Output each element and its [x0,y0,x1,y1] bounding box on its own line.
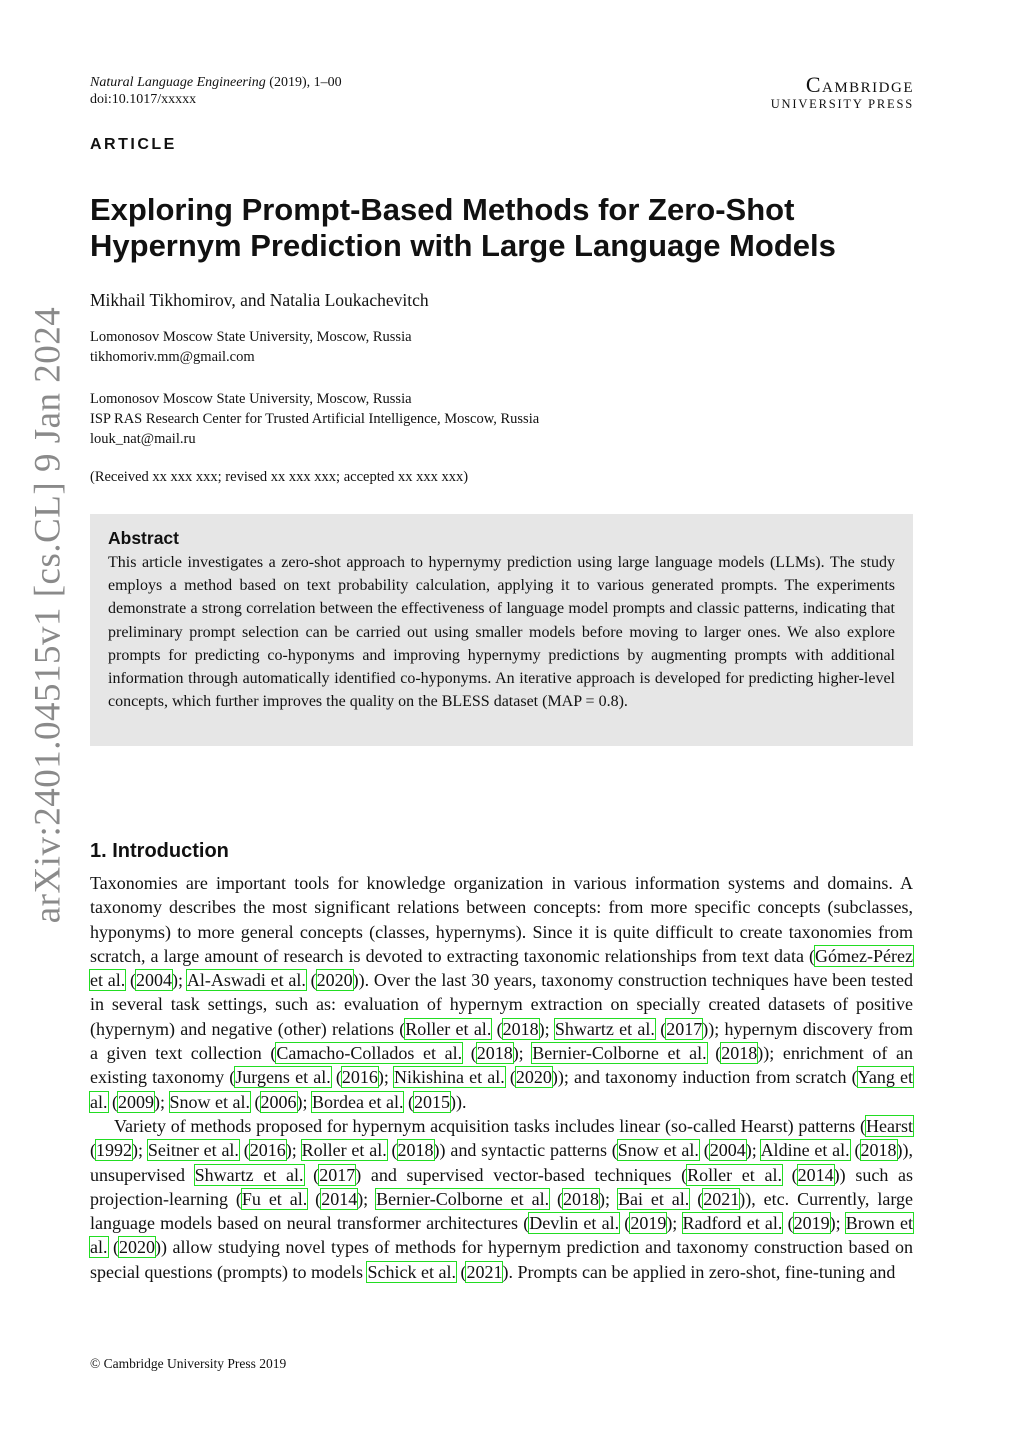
text-run: ); hypernym discovery from a given text collection ( [90,1018,913,1064]
section-heading-introduction: 1. Introduction [90,840,229,862]
citation-year-link[interactable]: 2020 [316,970,353,991]
publisher-logo [771,74,914,112]
citation-year-link[interactable]: 2016 [341,1067,378,1088]
citation-year-link[interactable]: 2020 [515,1067,552,1088]
citation-link[interactable]: Bordea et al. [312,1091,404,1112]
citation-year-link[interactable]: 2004 [136,970,173,991]
citation-link[interactable]: Al-Aswadi et al. [186,970,306,991]
citation-year-link[interactable]: 2004 [709,1140,746,1161]
citation-link[interactable]: Bai et al. [617,1188,690,1209]
affiliation-1 [90,327,412,367]
text-run: ). [455,1091,467,1112]
text-run: ), unsupervised [90,1140,914,1185]
citation-link[interactable]: Hearst [866,1115,913,1136]
citation-link[interactable]: Gómez-Pérez et al. [90,945,913,991]
citation-link[interactable]: Shwartz et al. [554,1018,655,1039]
text-run: . Prompts can be applied in zero-shot, fine-tuning and [508,1261,896,1282]
citation-link[interactable]: Yang et al. [90,1067,913,1112]
text-run: and supervised vector-based techniques ( [361,1164,688,1185]
citation-link[interactable]: Snow et al. [617,1140,699,1161]
citation-year-link[interactable]: 2021 [703,1188,740,1209]
citation-link[interactable]: Seitner et al. [147,1140,239,1161]
text-run: ); and taxonomy induction from scratch ( [557,1067,858,1088]
citation-link[interactable]: Camacho-Collados et al. [276,1043,463,1064]
citation-year-link[interactable]: 2006 [260,1091,297,1112]
journal-name: Natural Language Engineering [90,75,266,90]
citation-link[interactable]: Nikishina et al. [393,1067,505,1088]
citation-link[interactable]: Jurgens et al. [235,1067,331,1088]
citation-year-link[interactable]: 2018 [860,1140,897,1161]
paper-title: Exploring Prompt-Based Methods for Zero-Shot Hypernym Prediction with Large Language Models [90,192,836,263]
citation-year-link[interactable]: 2019 [630,1213,667,1234]
publisher-subtitle: UNIVERSITY PRESS [770,97,914,111]
article-type-label: ARTICLE [90,136,177,153]
email[interactable]: louk_nat@mail.ru [90,431,196,447]
email[interactable]: tikhomoriv.mm@gmail.com [90,349,255,365]
citation-year-link[interactable]: 2014 [321,1188,358,1209]
citation-link[interactable]: Shwartz et al. [194,1164,304,1185]
citation-link[interactable]: Snow et al. [169,1091,250,1112]
citation-link[interactable]: Devlin et al. [529,1213,620,1234]
citation-link[interactable]: Radford et al. [682,1213,783,1234]
text-run: ) allow studying novel types of methods for hypernym prediction and taxonomy construction based on special questions (prompts) to models [90,1237,914,1282]
paragraph: Taxonomies are important tools for knowledge organization in various information systems and domains. A taxonomy describes the most significant relations between concepts: from more specific concepts (subclasses, hyponyms) to more general concepts (classes, hypernyms). Since it is quite difficult to create taxonomies from scratch, a large amount of research is devoted to extracting taxonomic relationships from text data (Gómez-Pérez et al. (2004); Al-Aswadi et al. (2020)). Over the last 30 years, taxonomy construction techniques have been tested in several task settings, such as: evaluation of hypernym extraction on specially created datasets of positive (hypernym) and negative (other) relations (Roller et al. (2018); Shwartz et al. (2017)); hypernym discovery from a given text collection (Camacho-Collados et al. (2018); Bernier-Colborne et al. (2018)); enrichment of an existing taxonomy (Jurgens et al. (2016); Nikishina et al. (2020)); and taxonomy induction from scratch (Yang et al. (2009); Snow et al. (2006); Bordea et al. (2015)). [90,873,914,1112]
abstract-heading: Abstract [108,528,179,548]
citation-year-link[interactable]: 2019 [793,1213,830,1234]
text-run: ) and syntactic patterns ( [439,1140,618,1161]
citation-link[interactable]: Brown et al. [90,1213,913,1258]
citation-year-link[interactable]: 2018 [476,1043,513,1064]
citation-year-link[interactable]: 1992 [96,1140,132,1161]
authors: Mikhail Tikhomirov, and Natalia Loukachevitch [90,290,429,310]
journal-header [90,74,342,108]
citation-year-link[interactable]: 2009 [118,1091,154,1112]
text-run: ); enrichment of an existing taxonomy ( [90,1043,914,1088]
text-run: ). Over the last 30 years, taxonomy construction techniques have been tested in several task settings, such as: evaluation of hypernym extraction on specially created datasets of positive (hypernym) and negative (other) relations ( [90,970,914,1039]
text-run: ) such as projection-learning ( [90,1164,914,1209]
citation-year-link[interactable]: 2017 [319,1164,356,1185]
citation-link[interactable]: Bernier-Colborne et al. [532,1043,707,1064]
citation-year-link[interactable]: 2017 [666,1018,703,1039]
publisher-name: Cambridge [805,72,914,97]
citation-year-link[interactable]: 2014 [797,1164,834,1185]
citation-link[interactable]: Schick et al. [367,1261,456,1282]
citation-year-link[interactable]: 2018 [563,1188,600,1209]
received-dates: (Received xx xxx xxx; revised xx xxx xxx; accepted xx xxx xxx) [90,469,469,485]
doi[interactable]: doi:10.1017/xxxxx [90,92,197,107]
citation-link[interactable]: Aldine et al. [760,1140,850,1161]
citation-link[interactable]: Roller et al. [687,1164,782,1185]
text-run: Variety of methods proposed for hypernym acquisition tasks includes linear (so-called Hearst) patterns ( [114,1115,867,1136]
citation-link[interactable]: Bernier-Colborne et al. [376,1188,550,1209]
arxiv-id: arXiv:2401.04515v1 [cs.CL] 9 Jan 2024 [27,306,69,924]
citation-year-link[interactable]: 2015 [413,1091,450,1112]
citation-year-link[interactable]: 2021 [466,1261,503,1282]
journal-info: (2019), 1–00 [265,75,342,90]
text-run: ), etc. Currently, large language models based on neural transformer architectures ( [90,1188,913,1234]
copyright-footer: © Cambridge University Press 2019 [90,1356,287,1371]
citation-link[interactable]: Roller et al. [405,1018,492,1039]
citation-year-link[interactable]: 2018 [397,1140,434,1161]
text-run: Taxonomies are important tools for knowledge organization in various information systems and domains. A taxonomy describes the most significant relations between concepts: from more specific concepts (subclasses, hyponyms) to more general concepts (classes, hypernyms). Since it is quite difficult to create taxonomies from scratch, a large amount of research is devoted to extracting taxonomic relationships from text data ( [90,873,913,966]
abstract-text: This article investigates a zero-shot approach to hypernymy prediction using large language models (LLMs). The study employs a method based on text probability calculation, applying it to various generated prompts. The experiments demonstrate a strong correlation between the effectiveness of language model prompts and classic patterns, indicating that preliminary prompt selection can be carried out using smaller models before moving to larger ones. We also explore prompts for predicting co-hyponyms and improving hypernymy predictions by augmenting prompts with additional information through automatically identified co-hyponyms. An iterative approach is developed for predicting higher-level concepts, which further improves the quality on the BLESS dataset (MAP = 0.8). [108,554,895,711]
affiliation-line: Lomonosov Moscow State University, Moscow, Russia [90,391,412,407]
affiliation-line: Lomonosov Moscow State University, Moscow, Russia [90,329,412,345]
citation-year-link[interactable]: 2018 [502,1018,539,1039]
introduction-body [90,871,913,1284]
affiliation-2 [90,389,539,449]
arxiv-sidebar-stamp [20,270,76,960]
citation-year-link[interactable]: 2018 [721,1043,758,1064]
citation-year-link[interactable]: 2020 [119,1237,156,1258]
citation-link[interactable]: Roller et al. [301,1140,387,1161]
citation-year-link[interactable]: 2016 [249,1140,286,1161]
abstract-box [90,514,913,746]
affiliation-line: ISP RAS Research Center for Trusted Artificial Intelligence, Moscow, Russia [90,411,540,427]
paragraph: Variety of methods proposed for hypernym acquisition tasks includes linear (so-called Hearst) patterns (Hearst (1992); Seitner et al. (2016); Roller et al. (2018)) and syntactic patterns (Snow et al. (2004); Aldine et al. (2018)), unsupervised Shwartz et al. (2017) and supervised vector-based techniques (Roller et al. (2014)) such as projection-learning (Fu et al. (2014); Bernier-Colborne et al. (2018); Bai et al. (2021)), etc. Currently, large language models based on neural transformer architectures (Devlin et al. (2019); Radford et al. (2019); Brown et al. (2020)) allow studying novel types of methods for hypernym prediction and taxonomy construction based on special questions (prompts) to models Schick et al. (2021). Prompts can be applied in zero-shot, fine-tuning and [90,1115,914,1282]
citation-link[interactable]: Fu et al. [241,1188,308,1209]
